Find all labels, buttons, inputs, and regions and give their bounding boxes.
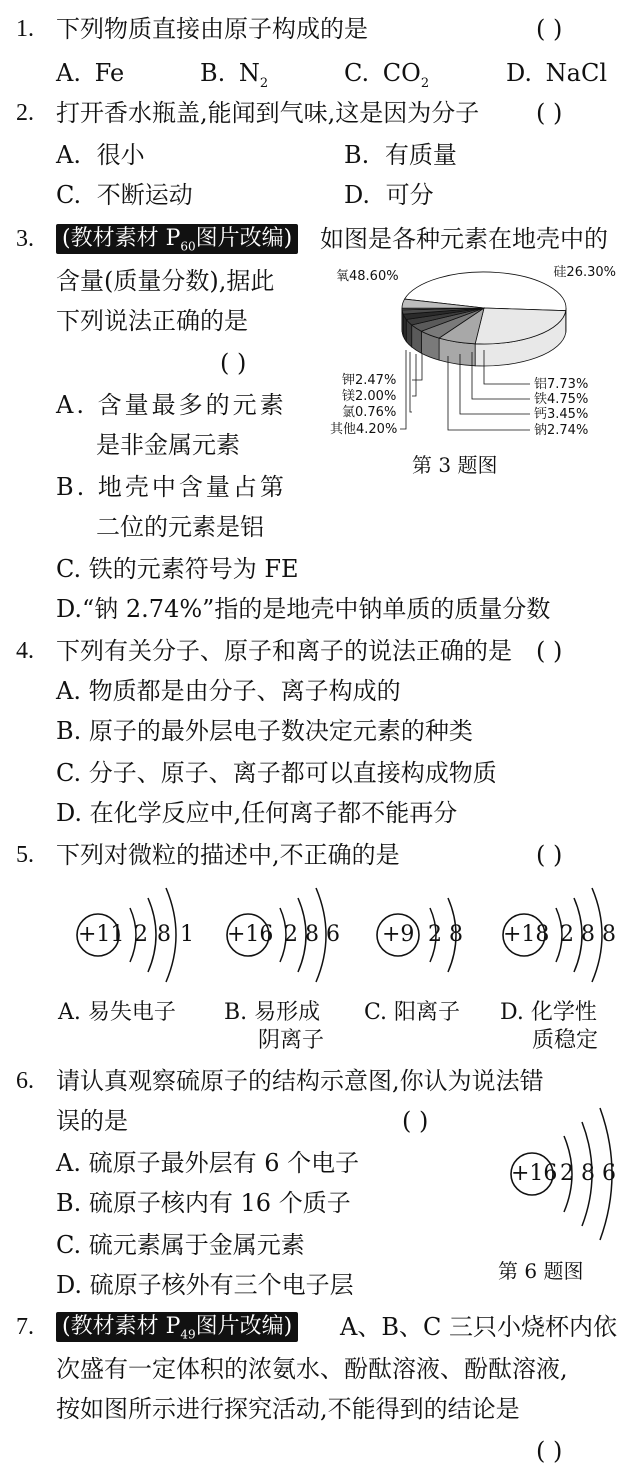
pie-label-3: 铁4.75%	[534, 392, 589, 407]
q3-text-line1: 如图是各种元素在地壳中的	[320, 225, 608, 253]
q5-text: 下列对微粒的描述中,不正确的是	[56, 841, 400, 869]
pie-label-7: 镁2.00%	[342, 389, 397, 404]
q5-answer-paren[interactable]: ( )	[536, 841, 563, 869]
q3-option-a-line2: 是非金属元素	[96, 431, 240, 459]
pie-leader-line-8	[410, 352, 412, 412]
q2-text: 打开香水瓶盖,能闻到气味,这是因为分子	[56, 99, 480, 127]
q2-option-b[interactable]: B. 有质量	[344, 141, 457, 169]
q5-atom-d-nucleus: +18	[503, 922, 550, 947]
q1-text: 下列物质直接由原子构成的是	[56, 15, 368, 43]
pie-label-9: 其他4.20%	[330, 422, 398, 437]
q5-option-b-line2: 阴离子	[258, 1028, 325, 1053]
pie-label-8: 氯0.76%	[342, 405, 397, 420]
q7-source-tag: (教材素材 $P_{49}$图片改编)	[56, 1312, 298, 1342]
q6-option-b[interactable]: B. 硫原子核内有 16 个质子	[56, 1189, 351, 1217]
pie-leader-line-6	[412, 354, 422, 380]
q4-option-c[interactable]: C. 分子、原子、离子都可以直接构成物质	[56, 759, 497, 787]
q5-atom-c-electrons: 2 8	[428, 922, 463, 947]
q3-number: 3.	[16, 226, 34, 252]
q3-option-b-line1[interactable]: B. 地壳中含量占第	[56, 473, 287, 501]
q3-option-d[interactable]: D.“钠 2.74%”指的是地壳中钠单质的质量分数	[56, 595, 551, 623]
q5-atom-a-electrons: 2 8 1	[134, 922, 194, 947]
q5-option-a[interactable]: A. 易失电子	[58, 1000, 176, 1025]
q3-option-a-line1[interactable]: A. 含量最多的元素	[56, 391, 287, 419]
pie-label-6: 钾2.47%	[342, 373, 397, 388]
q1-number: 1.	[16, 16, 34, 42]
q3-figure-caption: 第 3 题图	[412, 453, 498, 477]
pie-label-1: 硅26.30%	[553, 265, 616, 280]
q2-option-a[interactable]: A. 很小	[56, 141, 145, 169]
q6-option-a[interactable]: A. 硫原子最外层有 6 个电子	[56, 1149, 360, 1177]
q6-answer-paren[interactable]: ( )	[402, 1107, 429, 1135]
q2-number: 2.	[16, 100, 34, 126]
q5-option-d-line2: 质稳定	[532, 1028, 599, 1053]
q5-atom-a-nucleus: +11	[78, 922, 125, 947]
pie-label-2: 铝7.73%	[534, 377, 589, 392]
q2-option-c[interactable]: C. 不断运动	[56, 181, 193, 209]
q4-text: 下列有关分子、原子和离子的说法正确的是	[56, 637, 512, 665]
q5-option-b-line1[interactable]: B. 易形成	[224, 1000, 321, 1025]
q7-text-line1: A、B、C 三只小烧杯内依	[340, 1313, 617, 1341]
pie-leader-line-7	[412, 354, 416, 396]
q3-source-tag: (教材素材 $P_{60}$图片改编)	[56, 224, 298, 254]
q6-option-c[interactable]: C. 硫元素属于金属元素	[56, 1231, 305, 1259]
q6-atom-nucleus: +16	[511, 1161, 558, 1186]
q1-answer-paren[interactable]: ( )	[536, 15, 563, 43]
q7-answer-paren[interactable]: ( )	[536, 1437, 563, 1465]
q5-option-d-line1[interactable]: D. 化学性	[500, 1000, 597, 1025]
q1-option-c[interactable]: C. $CO_2$	[344, 59, 430, 91]
q6-atom-electrons: 2 8 6	[560, 1161, 616, 1186]
q5-atom-d-electrons: 2 8 8	[560, 922, 616, 947]
q6-text-line1: 请认真观察硫原子的结构示意图,你认为说法错	[56, 1067, 544, 1095]
q2-answer-paren[interactable]: ( )	[536, 99, 563, 127]
q5-option-c[interactable]: C. 阳离子	[364, 1000, 461, 1025]
pie-label-5: 钠2.74%	[534, 423, 589, 438]
q4-option-b[interactable]: B. 原子的最外层电子数决定元素的种类	[56, 717, 473, 745]
q3-text-line3: 下列说法正确的是	[56, 307, 248, 335]
q3-option-c[interactable]: C. 铁的元素符号为 FE	[56, 555, 299, 583]
q6-option-d[interactable]: D. 硫原子核外有三个电子层	[56, 1271, 354, 1299]
q5-atom-b-nucleus: +16	[227, 922, 274, 947]
q3-option-b-line2: 二位的元素是铝	[96, 513, 264, 541]
q6-figure-caption: 第 6 题图	[498, 1259, 584, 1283]
q3-answer-paren[interactable]: ( )	[220, 349, 247, 377]
q4-number: 4.	[16, 638, 34, 664]
q1-option-d[interactable]: D. NaCl	[506, 59, 608, 87]
q6-number: 6.	[16, 1068, 34, 1094]
q3-text-line2: 含量(质量分数),据此	[56, 267, 275, 295]
pie-label-0: 氧48.60%	[336, 269, 399, 284]
q7-text-line2: 次盛有一定体积的浓氨水、酚酞溶液、酚酞溶液,	[56, 1355, 568, 1383]
pie-label-4: 钙3.45%	[534, 407, 589, 422]
q5-atom-b-electrons: 2 8 6	[284, 922, 340, 947]
q1-option-a[interactable]: A. Fe	[56, 59, 125, 87]
q2-option-d[interactable]: D. 可分	[344, 181, 434, 209]
q4-option-d[interactable]: D. 在化学反应中,任何离子都不能再分	[56, 799, 458, 827]
q4-answer-paren[interactable]: ( )	[536, 637, 563, 665]
q5-atom-c-nucleus: +9	[382, 922, 415, 947]
q4-option-a[interactable]: A. 物质都是由分子、离子构成的	[56, 677, 401, 705]
q3-pie-chart	[322, 258, 622, 444]
pie-leader-line-9	[400, 350, 406, 429]
q6-text-line2: 误的是	[56, 1107, 128, 1135]
q7-number: 7.	[16, 1314, 34, 1340]
q5-number: 5.	[16, 842, 34, 868]
q1-option-b[interactable]: B. $N_2$	[200, 59, 269, 91]
q7-text-line3: 按如图所示进行探究活动,不能得到的结论是	[56, 1395, 520, 1423]
